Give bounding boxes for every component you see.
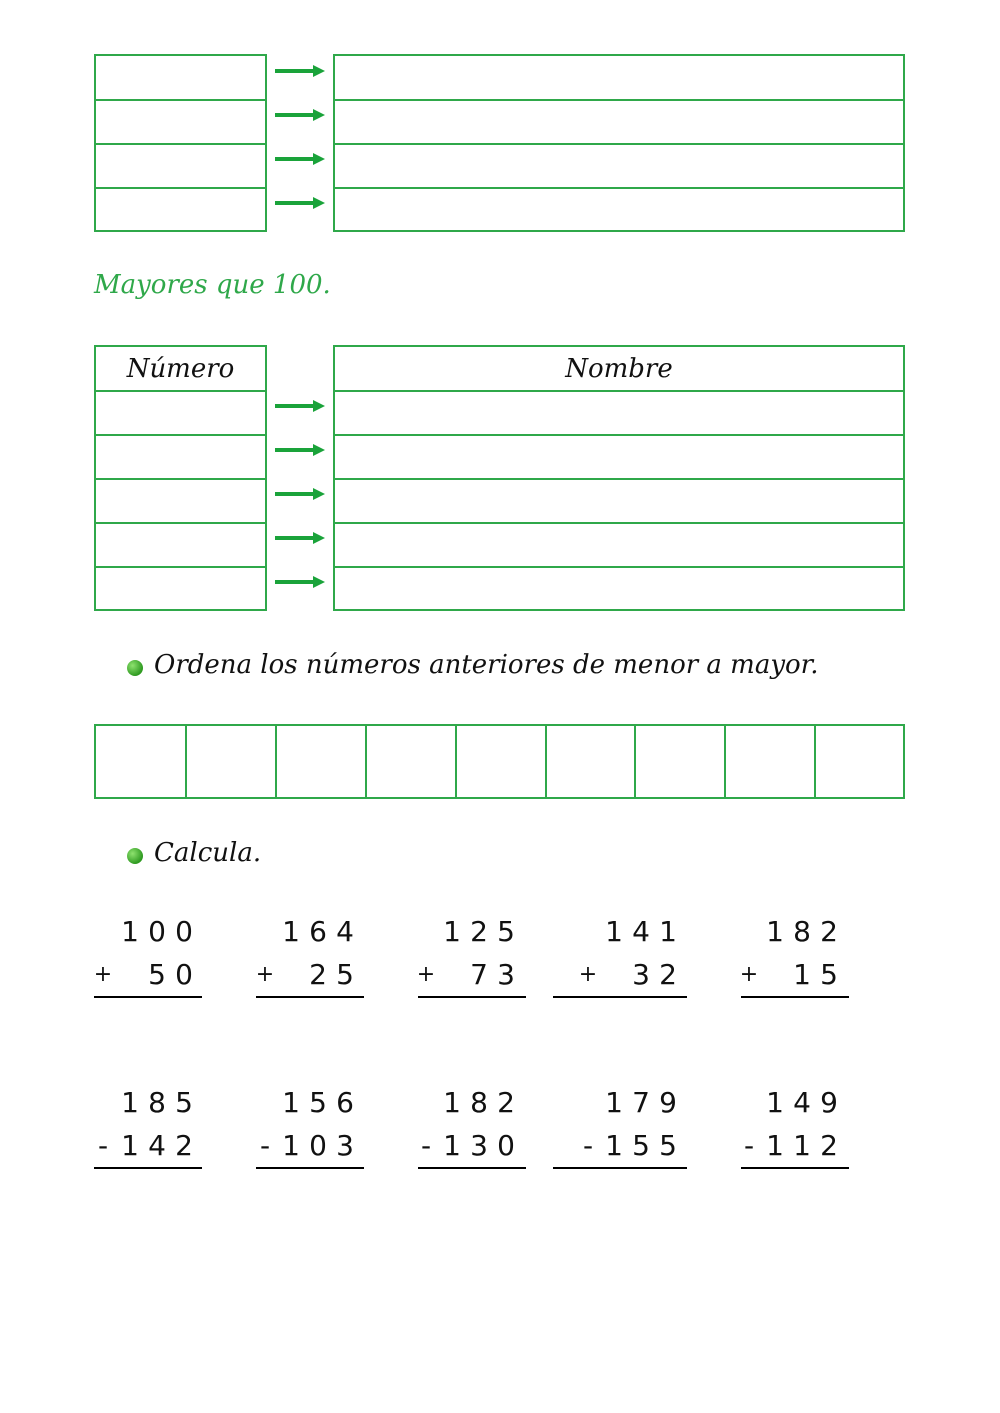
order-input-8[interactable] xyxy=(727,726,816,797)
sub-result-input-1[interactable] xyxy=(94,1171,206,1207)
row-divider xyxy=(96,187,265,189)
digit: 8 xyxy=(470,1086,488,1119)
digit: 1 xyxy=(605,1086,623,1119)
arrow-right-icon xyxy=(275,153,325,165)
arrow-right-icon xyxy=(275,400,325,412)
digit: 6 xyxy=(309,915,327,948)
ordena-title: Ordena los números anteriores de menor a mayor. xyxy=(154,650,819,680)
digit: 2 xyxy=(470,915,488,948)
order-input-7[interactable] xyxy=(637,726,726,797)
digit: 1 xyxy=(605,1129,623,1162)
order-input-2[interactable] xyxy=(188,726,277,797)
operator-sign: - xyxy=(259,1129,271,1162)
row-divider xyxy=(335,522,903,524)
row-divider xyxy=(96,478,265,480)
digit: 2 xyxy=(659,958,677,991)
row-divider xyxy=(335,390,903,392)
nombre-input-4[interactable] xyxy=(335,525,903,565)
digit: 3 xyxy=(470,1129,488,1162)
nombre-column xyxy=(333,345,905,611)
bullet-icon xyxy=(127,848,143,864)
top-name-input-3[interactable] xyxy=(335,146,903,186)
digit: 1 xyxy=(282,1086,300,1119)
row-divider xyxy=(335,478,903,480)
result-line xyxy=(94,996,202,998)
digit: 4 xyxy=(148,1129,166,1162)
numero-header: Número xyxy=(126,354,235,384)
digit: 1 xyxy=(766,915,784,948)
order-input-1[interactable] xyxy=(98,726,187,797)
top-name-column xyxy=(333,54,905,232)
digit: 5 xyxy=(336,958,354,991)
digit: 3 xyxy=(632,958,650,991)
sum-result-input-2[interactable] xyxy=(256,1000,368,1036)
arrow-right-icon xyxy=(275,65,325,77)
nombre-input-3[interactable] xyxy=(335,481,903,521)
operator-sign: + xyxy=(255,962,275,987)
bullet-icon xyxy=(127,660,143,676)
arrow-right-icon xyxy=(275,488,325,500)
digit: 2 xyxy=(820,915,838,948)
digit: 0 xyxy=(497,1129,515,1162)
row-divider xyxy=(335,143,903,145)
digit: 4 xyxy=(632,915,650,948)
result-line xyxy=(741,996,849,998)
digit: 1 xyxy=(793,1129,811,1162)
digit: 3 xyxy=(336,1129,354,1162)
numero-input-3[interactable] xyxy=(96,481,265,521)
digit: 7 xyxy=(470,958,488,991)
nombre-input-1[interactable] xyxy=(335,393,903,433)
order-input-6[interactable] xyxy=(548,726,636,797)
digit: 0 xyxy=(175,958,193,991)
order-input-9[interactable] xyxy=(817,726,907,797)
digit: 1 xyxy=(121,1129,139,1162)
digit: 1 xyxy=(282,1129,300,1162)
row-divider xyxy=(96,99,265,101)
arrow-right-icon xyxy=(275,532,325,544)
digit: 1 xyxy=(443,915,461,948)
result-line xyxy=(418,996,526,998)
digit: 5 xyxy=(659,1129,677,1162)
digit: 3 xyxy=(497,958,515,991)
sum-result-input-3[interactable] xyxy=(418,1000,530,1036)
order-boxes xyxy=(94,724,905,799)
nombre-header: Nombre xyxy=(565,354,673,384)
sub-result-input-2[interactable] xyxy=(256,1171,368,1207)
result-line xyxy=(741,1167,849,1169)
top-number-input-2[interactable] xyxy=(96,102,265,142)
digit: 5 xyxy=(820,958,838,991)
result-line xyxy=(256,996,364,998)
arrow-right-icon xyxy=(275,576,325,588)
result-line xyxy=(94,1167,202,1169)
row-divider xyxy=(335,99,903,101)
row-divider xyxy=(96,522,265,524)
row-divider xyxy=(335,566,903,568)
top-name-input-4[interactable] xyxy=(335,190,903,230)
result-line xyxy=(418,1167,526,1169)
digit: 0 xyxy=(148,915,166,948)
operator-sign: + xyxy=(93,962,113,987)
order-input-5[interactable] xyxy=(458,726,547,797)
result-line xyxy=(553,996,687,998)
sub-result-input-3[interactable] xyxy=(418,1171,530,1207)
digit: 1 xyxy=(282,915,300,948)
digit: 2 xyxy=(497,1086,515,1119)
top-number-column xyxy=(94,54,267,232)
digit: 0 xyxy=(175,915,193,948)
digit: 7 xyxy=(632,1086,650,1119)
operator-sign: - xyxy=(743,1129,755,1162)
arrow-right-icon xyxy=(275,444,325,456)
sum-result-input-5[interactable] xyxy=(741,1000,853,1036)
digit: 1 xyxy=(766,1129,784,1162)
digit: 2 xyxy=(309,958,327,991)
digit: 1 xyxy=(121,1086,139,1119)
numero-input-2[interactable] xyxy=(96,437,265,477)
top-number-input-1[interactable] xyxy=(96,58,265,98)
operator-sign: + xyxy=(739,962,759,987)
top-number-input-3[interactable] xyxy=(96,146,265,186)
digit: 5 xyxy=(632,1129,650,1162)
digit: 5 xyxy=(309,1086,327,1119)
calcula-title: Calcula. xyxy=(154,838,262,868)
operator-sign: - xyxy=(97,1129,109,1162)
digit: 5 xyxy=(175,1086,193,1119)
numero-column xyxy=(94,345,267,611)
row-divider xyxy=(335,187,903,189)
sub-result-input-4[interactable] xyxy=(553,1171,691,1207)
digit: 1 xyxy=(659,915,677,948)
top-number-input-4[interactable] xyxy=(96,190,265,230)
top-name-input-1[interactable] xyxy=(335,58,903,98)
digit: 4 xyxy=(336,915,354,948)
nombre-input-2[interactable] xyxy=(335,437,903,477)
sum-result-input-1[interactable] xyxy=(94,1000,206,1036)
result-line xyxy=(553,1167,687,1169)
numero-input-1[interactable] xyxy=(96,393,265,433)
digit: 4 xyxy=(793,1086,811,1119)
row-divider xyxy=(96,434,265,436)
digit: 1 xyxy=(605,915,623,948)
digit: 5 xyxy=(497,915,515,948)
digit: 6 xyxy=(336,1086,354,1119)
order-input-4[interactable] xyxy=(368,726,457,797)
result-line xyxy=(256,1167,364,1169)
order-input-3[interactable] xyxy=(278,726,367,797)
row-divider xyxy=(96,143,265,145)
operator-sign: + xyxy=(416,962,436,987)
digit: 1 xyxy=(443,1129,461,1162)
mayores-title: Mayores que 100. xyxy=(94,270,331,300)
operator-sign: + xyxy=(578,962,598,987)
operator-sign: - xyxy=(582,1129,594,1162)
numero-input-4[interactable] xyxy=(96,525,265,565)
digit: 8 xyxy=(793,915,811,948)
digit: 1 xyxy=(793,958,811,991)
digit: 1 xyxy=(443,1086,461,1119)
digit: 1 xyxy=(121,915,139,948)
nombre-input-5[interactable] xyxy=(335,569,903,609)
digit: 0 xyxy=(309,1129,327,1162)
arrow-right-icon xyxy=(275,109,325,121)
sub-result-input-5[interactable] xyxy=(741,1171,853,1207)
digit: 9 xyxy=(820,1086,838,1119)
top-name-input-2[interactable] xyxy=(335,102,903,142)
row-divider xyxy=(96,566,265,568)
row-divider xyxy=(335,434,903,436)
digit: 1 xyxy=(766,1086,784,1119)
numero-input-5[interactable] xyxy=(96,569,265,609)
row-divider xyxy=(96,390,265,392)
digit: 8 xyxy=(148,1086,166,1119)
digit: 2 xyxy=(820,1129,838,1162)
digit: 9 xyxy=(659,1086,677,1119)
digit: 2 xyxy=(175,1129,193,1162)
sum-result-input-4[interactable] xyxy=(553,1000,691,1036)
arrow-right-icon xyxy=(275,197,325,209)
operator-sign: - xyxy=(420,1129,432,1162)
digit: 5 xyxy=(148,958,166,991)
